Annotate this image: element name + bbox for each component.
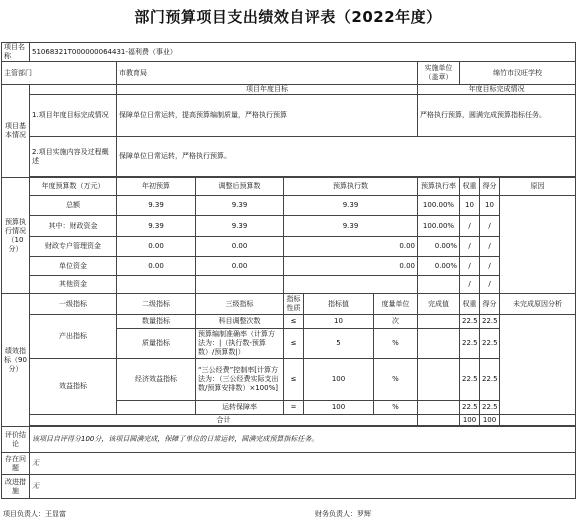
budget-row-initial — [117, 276, 196, 294]
perf-score: 22.5 — [480, 329, 500, 359]
row1-label: 1.项目年度目标完成情况 — [30, 95, 117, 137]
budget-row-name: 其中：财政资金 — [30, 216, 117, 237]
perf-col-reason: 未完成原因分析 — [500, 294, 576, 315]
impl-unit-value: 绵竹市汉旺学校 — [460, 62, 576, 85]
perf-col-nature: 指标性质 — [284, 294, 304, 315]
perf-unit: 次 — [374, 315, 418, 329]
perf-done-total — [418, 415, 460, 426]
budget-row-weight: 10 — [460, 196, 480, 216]
budget-row-weight: / — [460, 276, 480, 294]
perf-done — [418, 315, 460, 329]
budget-row-executed — [284, 276, 418, 294]
budget-row-rate: 0.00% — [418, 237, 460, 257]
budget-col-initial: 年初预算 — [117, 178, 196, 196]
budget-row-executed: 0.00 — [284, 237, 418, 257]
perf-done — [418, 329, 460, 359]
perf-col-l1: 一级指标 — [30, 294, 117, 315]
perf-col-l3: 三级指标 — [196, 294, 284, 315]
col-target-status: 年度目标完成情况 — [418, 85, 576, 95]
row1-target: 保障单位日常运转，提高预算编制质量，严格执行预算 — [117, 95, 418, 137]
perf-l3: 运转保障率 — [196, 401, 284, 415]
perf-l2: 经济效益指标 — [117, 359, 196, 401]
perf-l3: 预算编制准确率（计算方法为：|（执行数-预算数）/预算数|） — [196, 329, 284, 359]
perf-score: 22.5 — [480, 401, 500, 415]
perf-section-label: 绩效指标（90分） — [2, 294, 30, 427]
impl-unit-label: 实施单位（盖章） — [418, 62, 460, 85]
eval-label: 评价结论 — [2, 427, 30, 453]
budget-col-name: 年度预算数（万元） — [30, 178, 117, 196]
perf-reason-cell — [500, 315, 576, 415]
budget-col-weight: 权重 — [460, 178, 480, 196]
perf-weight: 22.5 — [460, 329, 480, 359]
perf-col-l2: 二级指标 — [117, 294, 196, 315]
perf-col-weight: 权重 — [460, 294, 480, 315]
perf-value: 100 — [304, 359, 374, 401]
budget-row-name: 财政专户管理资金 — [30, 237, 117, 257]
dept-value: 市教育局 — [117, 62, 418, 85]
perf-score: 22.5 — [480, 315, 500, 329]
budget-row-adjusted: 9.39 — [196, 196, 284, 216]
project-name-label: 项目名称 — [2, 43, 30, 62]
perf-l3: “三公经费”控制率[计算方法为：（三公经费实际支出数/预算安排数）×100%] — [196, 359, 284, 401]
perf-nature: ≤ — [284, 329, 304, 359]
perf-nature: ≤ — [284, 359, 304, 401]
perf-weight: 22.5 — [460, 401, 480, 415]
row1-status: 严格执行预算，圆满完成预算指标任务。 — [418, 95, 576, 137]
perf-col-done: 完成值 — [418, 294, 460, 315]
improve-label: 改进措施 — [2, 475, 30, 499]
budget-row-score: 10 — [480, 196, 500, 216]
budget-row-initial: 9.39 — [117, 216, 196, 237]
budget-col-adjusted: 调整后预算数 — [196, 178, 284, 196]
perf-score: 22.5 — [480, 359, 500, 401]
budget-row-executed: 9.39 — [284, 216, 418, 237]
budget-row-adjusted — [196, 276, 284, 294]
budget-row-name: 其他资金 — [30, 276, 117, 294]
budget-col-executed: 预算执行数 — [284, 178, 418, 196]
budget-section-label: 预算执行情况（10分） — [2, 178, 30, 294]
dept-label: 主管部门 — [2, 62, 117, 85]
perf-value: 5 — [304, 329, 374, 359]
budget-row-weight: / — [460, 257, 480, 276]
budget-col-reason: 原因 — [500, 178, 576, 196]
perf-weight: 22.5 — [460, 315, 480, 329]
eval-text: 该项目自评得分100分，该项目圆满完成，保障了单位的日常运转，圆满完成预算指标任务。 — [30, 427, 576, 453]
project-lead: 项目负责人：王显富 — [3, 510, 66, 518]
perf-done — [418, 401, 460, 415]
budget-col-score: 得分 — [480, 178, 500, 196]
signature-footer — [1, 508, 575, 520]
budget-col-rate: 预算执行率 — [418, 178, 460, 196]
total-weight: 100 — [460, 415, 480, 426]
perf-value: 10 — [304, 315, 374, 329]
effect-indicator-label: 效益指标 — [30, 359, 117, 415]
budget-row-weight: / — [460, 237, 480, 257]
budget-row-adjusted: 9.39 — [196, 216, 284, 237]
budget-row-initial: 9.39 — [117, 196, 196, 216]
budget-row-score: / — [480, 237, 500, 257]
total-score: 100 — [480, 415, 500, 426]
budget-row-rate: 0.00% — [418, 257, 460, 276]
budget-row-name: 总额 — [30, 196, 117, 216]
perf-col-unit: 度量单位 — [374, 294, 418, 315]
budget-row-score: / — [480, 257, 500, 276]
finance-lead: 财务负责人：罗辉 — [315, 510, 371, 518]
budget-reason-cell — [500, 196, 576, 294]
total-label: 合计 — [30, 415, 418, 426]
perf-done — [418, 359, 460, 401]
budget-row-adjusted: 0.00 — [196, 237, 284, 257]
budget-row-rate — [418, 276, 460, 294]
project-name-value: 51068321T000000064431-福利费（事业） — [30, 43, 576, 62]
basic-blank — [30, 85, 117, 95]
basic-section-label: 项目基本情况 — [2, 85, 30, 178]
evaluation-table — [1, 42, 576, 499]
budget-row-executed: 0.00 — [284, 257, 418, 276]
perf-nature: = — [284, 401, 304, 415]
budget-row-adjusted: 0.00 — [196, 257, 284, 276]
budget-row-name: 单位资金 — [30, 257, 117, 276]
issue-label: 存在问题 — [2, 453, 30, 475]
perf-weight: 22.5 — [460, 359, 480, 401]
perf-unit: % — [374, 329, 418, 359]
perf-l2: 质量指标 — [117, 329, 196, 359]
issue-text: 无 — [30, 453, 576, 475]
perf-l3: 科目调整次数 — [196, 315, 284, 329]
budget-row-initial: 0.00 — [117, 257, 196, 276]
row2-text: 保障单位日常运转，严格执行预算。 — [117, 137, 576, 177]
perf-l2: 数量指标 — [117, 315, 196, 329]
perf-nature: ≤ — [284, 315, 304, 329]
output-indicator-label: 产出指标 — [30, 315, 117, 359]
col-annual-target: 项目年度目标 — [117, 85, 418, 95]
budget-row-executed: 9.39 — [284, 196, 418, 216]
budget-row-initial: 0.00 — [117, 237, 196, 257]
budget-row-score: / — [480, 216, 500, 237]
perf-value: 100 — [304, 401, 374, 415]
total-reason — [500, 415, 576, 426]
improve-text: 无 — [30, 475, 576, 499]
perf-col-value: 指标值 — [304, 294, 374, 315]
budget-row-score: / — [480, 276, 500, 294]
budget-row-rate: 100.00% — [418, 196, 460, 216]
perf-unit: % — [374, 401, 418, 415]
budget-row-weight: / — [460, 216, 480, 237]
budget-row-rate: 100.00% — [418, 216, 460, 237]
perf-col-score: 得分 — [480, 294, 500, 315]
perf-unit: % — [374, 359, 418, 401]
perf-l2 — [117, 401, 196, 415]
row2-label: 2.项目实施内容及过程概述 — [30, 137, 117, 177]
page-title: 部门预算项目支出绩效自评表（2022年度） — [134, 8, 442, 26]
